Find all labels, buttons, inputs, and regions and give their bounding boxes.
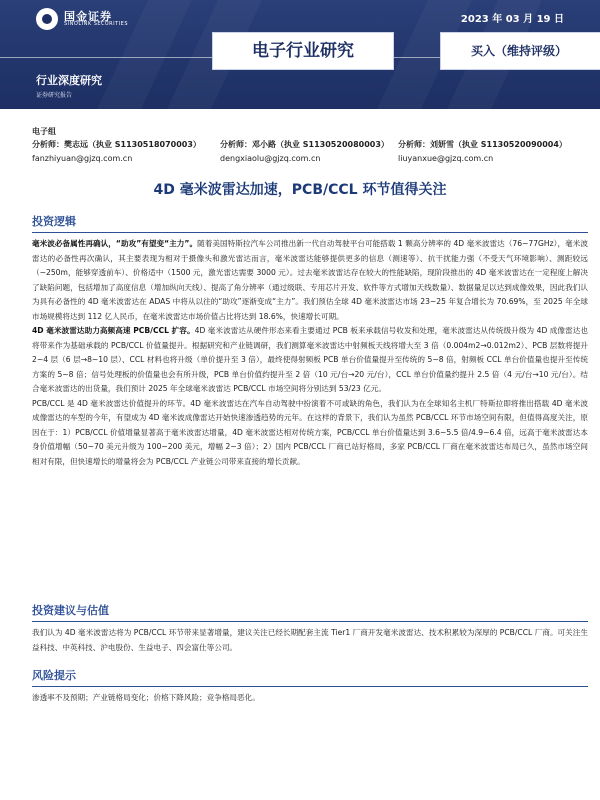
company-logo — [36, 8, 128, 30]
rating-label: 买入（维持评级） — [471, 44, 568, 58]
paragraph — [32, 324, 588, 397]
paragraph: 渗透率不及预期；产业链格局变化；价格下降风险；竞争格局恶化。 — [32, 693, 260, 702]
section-heading: 投资逻辑 — [32, 213, 588, 233]
section-investment-advice — [32, 602, 588, 655]
paragraph: 我们认为 4D 毫米波雷达将为 PCB/CCL 环节带来显著增量，建议关注已经长期配套主流 Tier1 厂商开发毫米波雷达、技术积累较为深厚的 PCB/CCL 厂商。可关注生益科技、中英科技、沪电股份、生益电子、四会富仕等公司。 — [32, 628, 588, 652]
analyst-block — [32, 126, 592, 163]
section-heading: 投资建议与估值 — [32, 602, 588, 622]
analyst-label: 分析师：樊志远（执业 S1130518070003） — [32, 140, 201, 149]
group-label: 电子组 — [32, 127, 56, 136]
report-date: 2023 年 03 月 19 日 — [460, 14, 564, 25]
report-type: 行业深度研究 — [36, 74, 102, 87]
analyst-label: 分析师：刘妍雪（执业 S1130520090004） — [398, 140, 567, 149]
industry-title-box — [212, 32, 394, 70]
section-investment-logic — [32, 213, 588, 469]
paragraph — [32, 237, 588, 324]
report-title: 4D 毫米波雷达加速，PCB/CCL 环节值得关注 — [153, 182, 447, 198]
paragraph-body: 随着美国特斯拉汽车公司推出新一代自动驾驶平台可能搭载 1 颗高分辨率的 4D 毫米波雷达（76~77GHz），毫米波雷达的必备性再次确认，其主要表现为相对于摄像头和激光雷达而言，毫米波雷达能够提供更多的信息（测速等）、抗干扰能力强（不受天气环境影响）、测距较远（~250m，能够穿透前车）、价格适中（1500 元，激光雷达需要 3000 元）。过去毫米波雷达存在较大的性能缺陷，现阶段推出的 4D 毫米波雷达在一定程度上解决了缺陷问题，包括增加了高度信息（增加纵向天线）、提高了角分辨率（通过级联、专用芯片开发、软件等方式增加天线数量）、数据量足以达到成像效果，因此我们认为具有必备性的 4D 毫米波雷达在 ADAS 中将从以往的“助攻”逐渐变成“主力”。我们预估全球 4D 毫米波雷达市场 23~25 年复合增长为 70.69%，至 2025 年全球市场规模将达到 112 亿人民币，在毫米波雷达市场价值占比将达到 18.6%，快速增长可期。 — [32, 239, 588, 321]
analyst-email[interactable]: dengxiaolu@gjzq.com.cn — [220, 154, 321, 163]
analyst-email[interactable]: fanzhiyuan@gjzq.com.cn — [32, 154, 133, 163]
logo-icon — [36, 8, 58, 30]
paragraph: PCB/CCL 是 4D 毫米波雷达价值提升的环节。4D 毫米波雷达在汽车自动驾驶中扮演着不可或缺的角色，我们认为在全球知名主机厂特斯拉即将推出搭载 4D 毫米波成像雷达的车型的今年，有望成为 4D 毫米波成像雷达开始快速渗透趋势的元年。在这样的背景下，我们认为虽然 PCB/CCL 环节市场空间有限，但值得高度关注，原因在于：1）PCB/CCL 价值增量显著高于毫米波雷达增量，4D 毫米波雷达相对传统方案，PCB/CCL 单台价值量达到 3.6~5.5 倍/4.9~6.4 倍，远高于毫米波雷达本身价值增幅（50~70 美元升级为 100~200 美元，增幅 2~3 倍）；2）国内 PCB/CCL 厂商已站好格局，多家 PCB/CCL 厂商在毫米波雷达布局已久，虽然市场空间相对有限，但快速增长的增量将会为 PCB/CCL 产业链公司带来直接的增长贡献。 — [32, 398, 588, 466]
industry-title: 电子行业研究 — [252, 41, 354, 61]
report-header — [0, 0, 600, 109]
analyst-label: 分析师：邓小路（执业 S1130520080003） — [220, 140, 389, 149]
analyst-email[interactable]: liuyanxue@gjzq.com.cn — [398, 154, 494, 163]
paragraph-lead: 毫米波必备属性再确认，“助攻”有望变“主力”。 — [32, 239, 198, 248]
paragraph-body: 4D 毫米波雷达从硬件形态来看主要通过 PCB 板来承载信号收发和处理，毫米波雷达从传统级升级为 4D 成像雷达也将带来作为基础承载的 PCB/CCL 价值量提升。根据研究和产业链调研，我们测算毫米波雷达中射频板天线将增大至 3 倍（0.004m2→0.012m2）、PCB 层数将提升 2~4 层（6 层→8~10 层）、CCL 材料也将升级（单价提升至 3 倍），最终使得射频板 PCB 单台价值量提升至传统的 5~8 倍，射频板 CCL 单台价值量也提升至传统方案的 5~8 倍；信号处理板的价值量也会有所升级，PCB 单台价值约提升至 2 倍（10 元/台→20 元/台），CCL 单台价值量约提升 2.5 倍（4 元/台→10 元/台）。结合毫米波雷达的出货量，我们预计 2025 年全球毫米波雷达 PCB/CCL 市场空间将分别达到 53/23 亿元。 — [32, 326, 588, 393]
section-heading: 风险提示 — [32, 667, 588, 687]
section-risk — [32, 667, 588, 706]
paragraph-lead: 4D 毫米波雷达助力高频高速 PCB/CCL 扩容。 — [32, 326, 195, 335]
logo-name-en: SINOLINK SECURITIES — [64, 21, 128, 28]
report-subtype: 证券研究报告 — [36, 92, 73, 99]
logo-name-cn: 国金证券 — [64, 9, 112, 23]
rating-box — [440, 32, 600, 70]
